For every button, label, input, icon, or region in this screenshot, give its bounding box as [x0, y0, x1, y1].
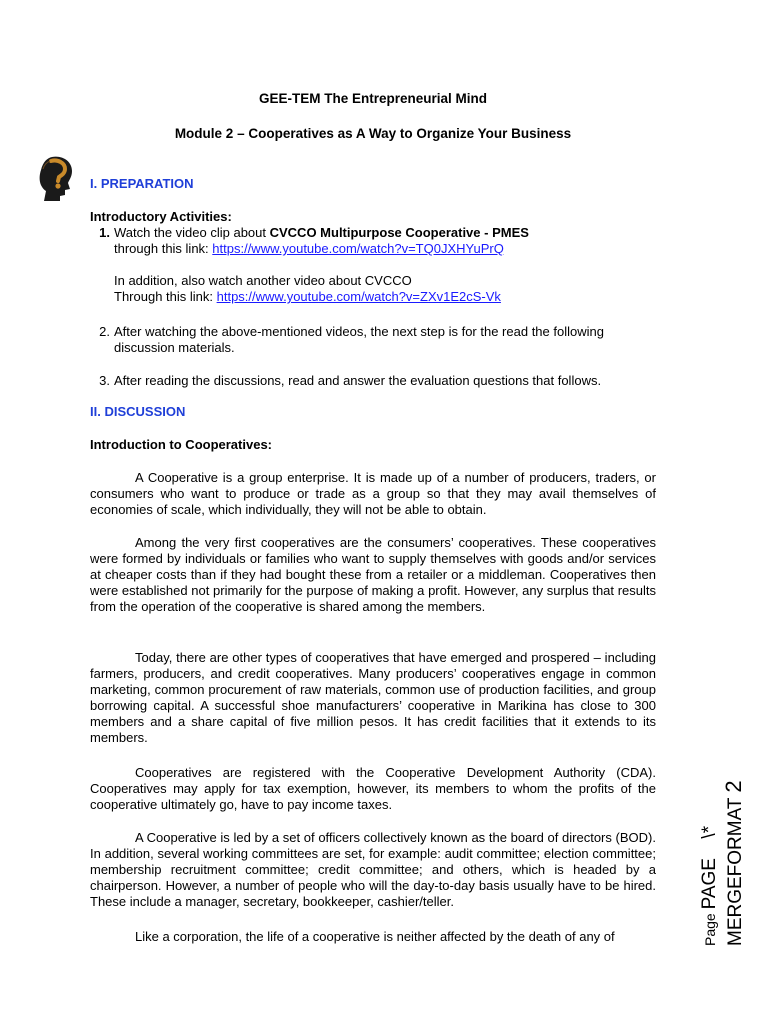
list-number: 1. — [99, 225, 110, 240]
page-field-line — [699, 825, 720, 946]
link-label: Through this link: — [114, 289, 217, 304]
link-label: through this link: — [114, 241, 213, 256]
item-1-link-line — [114, 241, 656, 257]
list-number: 2. — [99, 324, 110, 339]
video-link-1[interactable]: https://www.youtube.com/watch?v=TQ0JXHYuPrQ — [212, 241, 504, 256]
item-1-text: Watch the video clip about — [114, 225, 270, 240]
list-item-2 — [99, 324, 656, 356]
page-number: 2 — [721, 780, 746, 793]
item-3-text: After reading the discussions, read and answer the evaluation questions that follows. — [114, 373, 602, 388]
preparation-heading: I. PREPARATION — [90, 176, 194, 191]
paragraph: A Cooperative is led by a set of officers collectively known as the board of directors (BOD). In addition, several working committees are set, for example: audit committee; election committee; membership recruitment committee; credit committee; and others, which is headed by a chairperson. However, a number of people who will the day-to-day basis usually have to be hired. These include a manager, secretary, bookkeeper, cashier/teller. — [90, 830, 656, 909]
paragraph: Among the very first cooperatives are the consumers’ cooperatives. These cooperatives were formed by individuals or families who want to supply themselves with goods and/or services at cheaper costs than if they had bought these from a retailer or a middleman. Cooperatives then were established not primarily for the purpose of making a profit. However, any surplus that results from the operation of the cooperative is shared among the members. — [90, 535, 656, 614]
introduction-subheading: Introduction to Cooperatives: — [90, 437, 272, 452]
paragraph: Today, there are other types of cooperatives that have emerged and prospered – including farmers, producers, and credit cooperatives. Many producers’ cooperatives engage in common marketing, common procurement of raw materials, common use of production facilities, and group borrowing capital. A successful shoe manufacturers’ cooperative in Marikina has close to 300 members and a share capital of five million pesos. It has credit facilities that it extends to its members. — [90, 650, 656, 745]
paragraph: A Cooperative is a group enterprise. It is made up of a number of producers, traders, or consumers who want to produce or trade as a group so that they may avail themselves of economies of scale, which individually, they will not be able to obtain. — [90, 470, 656, 517]
video-link-2[interactable]: https://www.youtube.com/watch?v=ZXv1E2cS-Vk — [216, 289, 501, 304]
mergeformat-line — [721, 780, 746, 946]
item-2-text: After watching the above-mentioned videos, the next step is for the read the following discussion materials. — [114, 324, 604, 355]
discussion-heading: II. DISCUSSION — [90, 404, 186, 419]
course-title: GEE-TEM The Entrepreneurial Mind — [258, 91, 488, 106]
list-number: 3. — [99, 373, 110, 388]
item-1-line — [114, 225, 656, 241]
page-word: Page — [702, 913, 718, 946]
item-1-extra-line: In addition, also watch another video about CVCCO — [114, 273, 412, 288]
introductory-activities-label: Introductory Activities: — [90, 209, 232, 224]
mergeformat-code: MERGEFORMAT — [725, 797, 746, 946]
list-item-1 — [99, 225, 656, 305]
cvcco-video-title: CVCCO Multipurpose Cooperative - PMES — [269, 225, 529, 240]
paragraph: Like a corporation, the life of a cooperative is neither affected by the death of any of — [135, 929, 615, 944]
list-item-3 — [99, 373, 656, 389]
item-1-extra-link-line — [114, 289, 656, 305]
module-title: Module 2 – Cooperatives as A Way to Organize Your Business — [174, 126, 572, 141]
page-number-field — [700, 776, 752, 946]
field-switch: \* — [699, 825, 720, 839]
page-code: PAGE — [699, 858, 720, 910]
head-question-icon — [38, 155, 76, 201]
paragraph: Cooperatives are registered with the Cooperative Development Authority (CDA). Cooperatives may apply for tax exemption, however, its members to whom the profits of the cooperative ultimately go, have to pay income taxes. — [90, 765, 656, 812]
